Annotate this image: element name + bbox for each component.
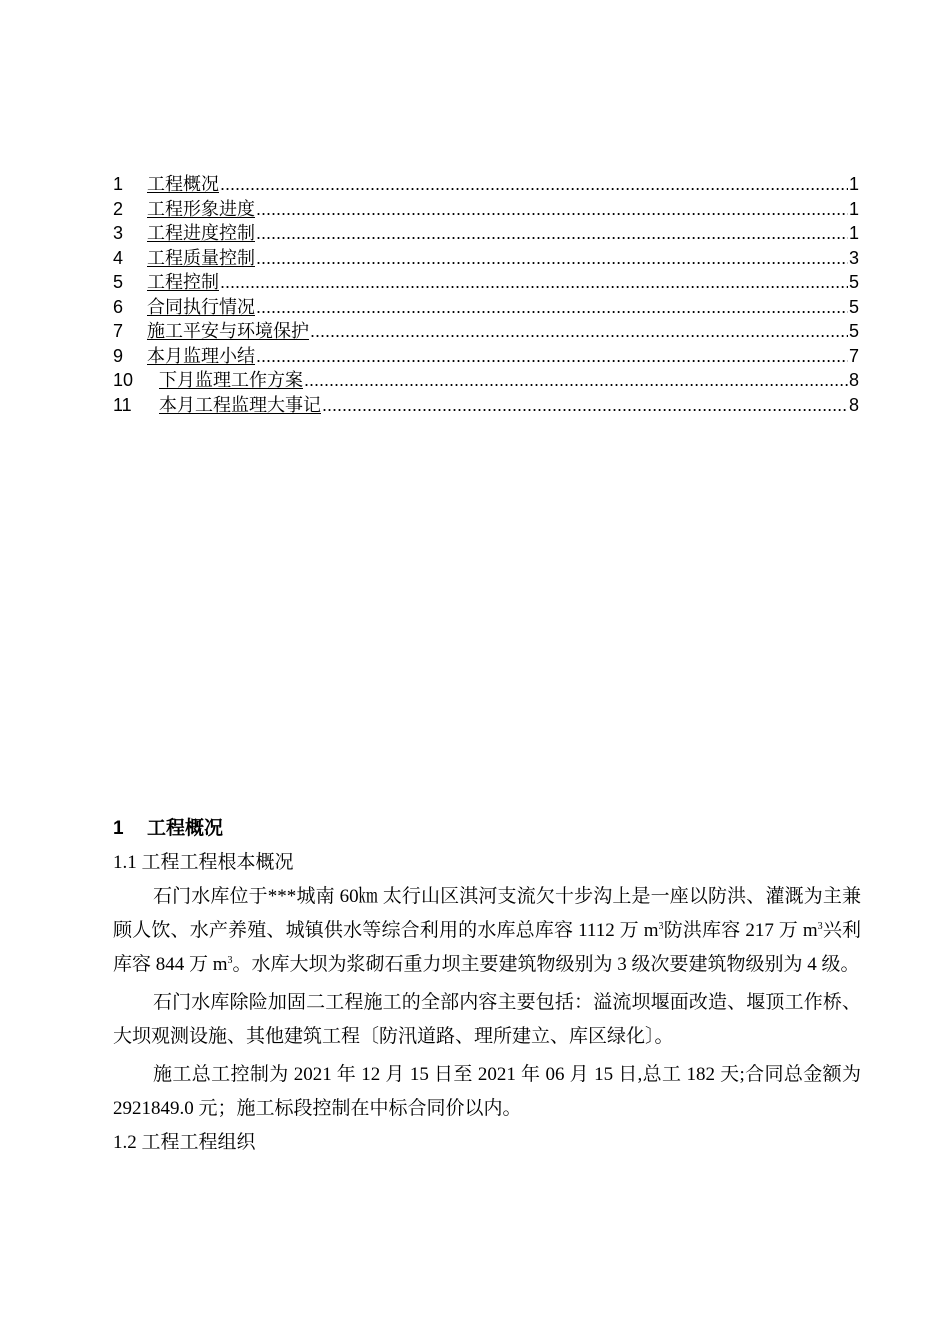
toc-number: 7 (113, 321, 124, 341)
toc-title[interactable]: 施工平安与环境保护 (147, 321, 309, 341)
toc-title[interactable]: 工程质量控制 (147, 247, 255, 268)
toc-number: 11 (113, 394, 132, 415)
subsection-heading: 1.2 工程工程组织 (113, 1132, 256, 1153)
section-title: 工程概况 (147, 818, 224, 839)
toc-title[interactable]: 合同执行情况 (147, 296, 255, 317)
toc-entry[interactable] (113, 393, 859, 418)
toc-leader (322, 393, 848, 418)
toc-entry[interactable] (113, 344, 859, 369)
toc-number: 3 (113, 223, 124, 243)
paragraph-schedule: 施工总工控制为 2021 年 12 月 15 日至 2021 年 06 月 15 日,总工 182 天;合同总金额为 2921849.0 元；施工标段控制在中标合同价以内。 (113, 1064, 861, 1119)
toc-entry[interactable] (113, 368, 859, 393)
toc-title[interactable]: 工程形象进度 (147, 198, 255, 219)
toc-leader (220, 172, 848, 197)
toc-entry[interactable] (113, 319, 859, 344)
toc-number: 10 (113, 370, 134, 390)
toc-title[interactable]: 工程概况 (147, 174, 219, 194)
toc-leader (304, 368, 848, 393)
toc-leader (256, 344, 848, 369)
section-heading (113, 814, 861, 844)
toc-number: 9 (113, 345, 124, 366)
toc-entry[interactable] (113, 197, 859, 222)
superscript: 3 (658, 921, 664, 932)
toc-title[interactable]: 本月工程监理大事记 (159, 394, 321, 415)
toc-title[interactable]: 下月监理工作方案 (159, 370, 303, 390)
superscript: 3 (817, 921, 823, 932)
table-of-contents (113, 172, 859, 417)
toc-page-number: 7 (848, 345, 859, 366)
toc-page-number: 5 (848, 296, 859, 317)
toc-entry[interactable] (113, 270, 859, 295)
toc-number: 5 (113, 272, 124, 292)
toc-leader (220, 270, 848, 295)
paragraph-overview (113, 880, 861, 982)
paragraph-text: 石门水库位于***城南 60㎞ 太行山区淇河支流欠十步沟上是一座以防洪、灌溉为主兼顾人饮、水产养殖、城镇供水等综合利用的水库总库容 1112 万 m (113, 886, 861, 941)
paragraph-text: 防洪库容 217 万 m (663, 920, 818, 941)
toc-number: 4 (113, 247, 124, 268)
toc-entry[interactable] (113, 246, 859, 271)
toc-page-number: 3 (848, 247, 859, 268)
toc-leader (256, 221, 848, 246)
toc-title[interactable]: 本月监理小结 (147, 345, 255, 366)
toc-title[interactable]: 工程进度控制 (147, 223, 255, 243)
section-number: 1 (113, 818, 124, 839)
toc-page-number: 1 (848, 223, 859, 243)
toc-page-number: 5 (848, 321, 859, 341)
toc-number: 1 (113, 174, 124, 194)
toc-number: 2 (113, 198, 124, 219)
toc-page-number: 1 (848, 174, 859, 194)
toc-leader (310, 319, 848, 344)
toc-entry[interactable] (113, 295, 859, 320)
toc-entry[interactable] (113, 221, 859, 246)
paragraph-text: 兴利库容 844 万 m (113, 920, 861, 975)
toc-page-number: 8 (848, 394, 859, 415)
toc-page-number: 1 (848, 198, 859, 219)
toc-leader (256, 197, 848, 222)
superscript: 3 (227, 955, 233, 966)
paragraph-scope: 石门水库除险加固二工程施工的全部内容主要包括：溢流坝堰面改造、堰顶工作桥、大坝观测设施、其他建筑工程〔防汛道路、理所建立、库区绿化〕。 (113, 992, 861, 1047)
paragraph-text: 。水库大坝为浆砌石重力坝主要建筑物级别为 3 级次要建筑物级别为 4 级。 (232, 954, 860, 975)
toc-page-number: 5 (848, 272, 859, 292)
subsection-heading: 1.1 工程工程根本概况 (113, 852, 294, 873)
toc-title[interactable]: 工程控制 (147, 272, 219, 292)
toc-leader (256, 295, 848, 320)
toc-leader (256, 246, 848, 271)
toc-entry[interactable] (113, 172, 859, 197)
toc-number: 6 (113, 296, 124, 317)
toc-page-number: 8 (848, 370, 859, 390)
section-1 (113, 814, 861, 1160)
